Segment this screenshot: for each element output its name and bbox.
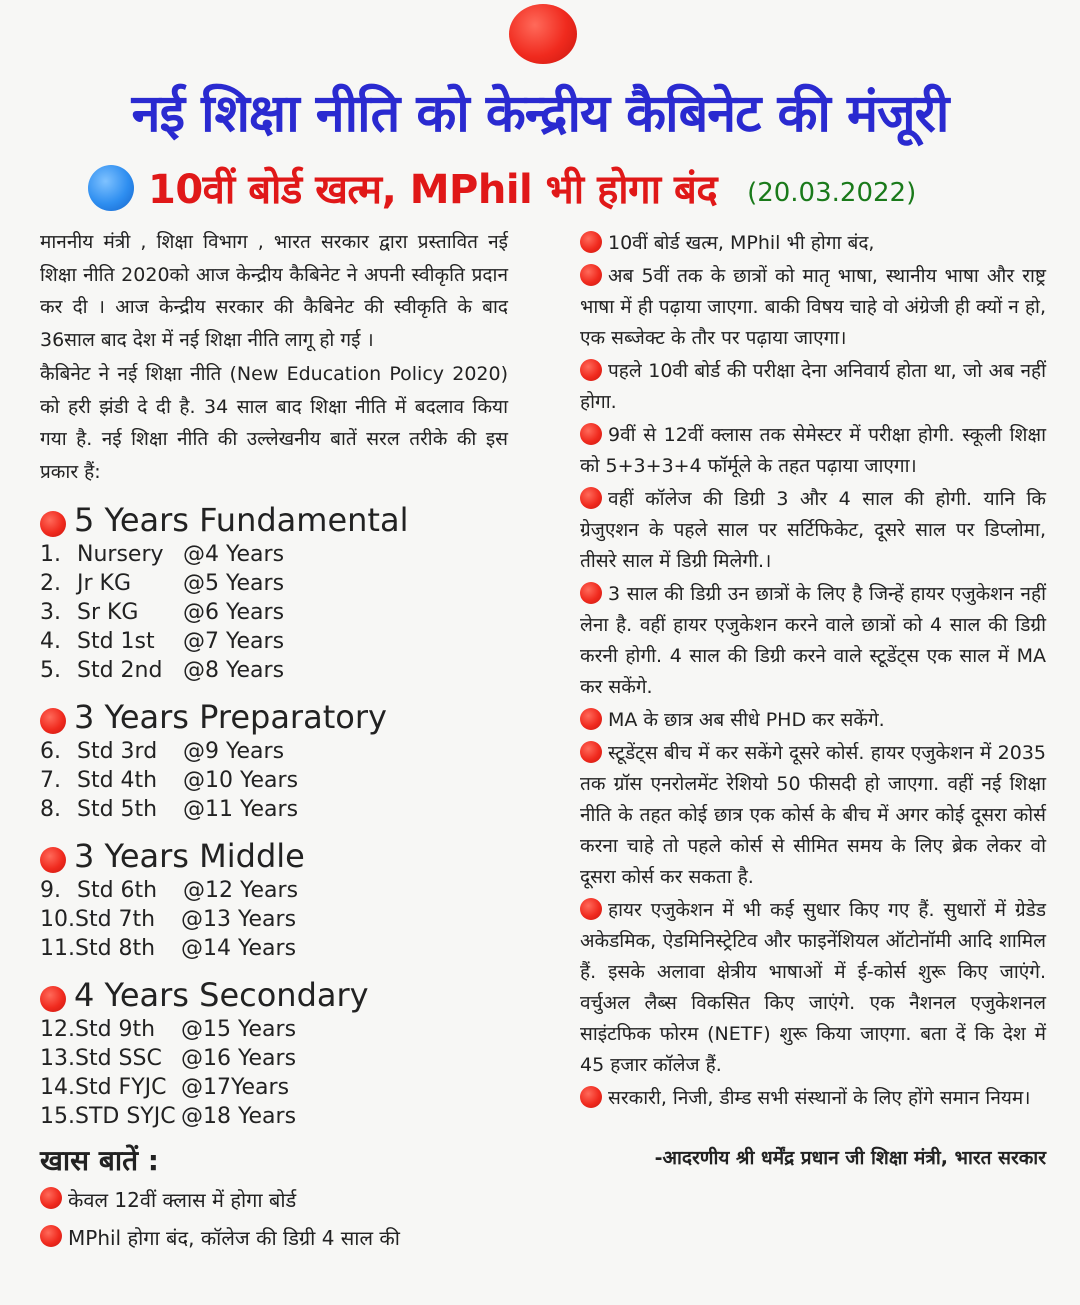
class-age: @16 Years	[181, 1046, 297, 1071]
class-name: Std SSC	[75, 1046, 162, 1071]
red-bullet-icon	[40, 847, 66, 873]
point-text: पहले 10वी बोर्ड की परीक्षा देना अनिवार्य होता था, जो अब नहीं होगा.	[580, 360, 1046, 413]
point-paragraph	[580, 738, 1046, 893]
point-text: 9वीं से 12वीं क्लास तक सेमेस्टर में परीक्षा होगी. स्कूली शिक्षा को 5+3+3+4 फॉर्मूले के तहत पढ़ाया जाएगा।	[580, 424, 1046, 477]
red-bullet-icon	[580, 487, 602, 509]
page-title: नई शिक्षा नीति को केन्द्रीय कैबिनेट की मंजूरी	[131, 84, 949, 144]
red-bullet-icon	[580, 741, 602, 763]
key-points-heading: खास बातें :	[40, 1144, 159, 1177]
list-item	[40, 1044, 508, 1073]
class-list	[40, 737, 508, 824]
point-paragraph	[580, 356, 1046, 418]
list-item	[40, 795, 508, 824]
item-number: 10.	[40, 907, 75, 932]
red-bullet-icon	[580, 423, 602, 445]
item-number: 14.	[40, 1075, 75, 1100]
item-number: 7.	[40, 768, 61, 793]
item-number: 15.	[40, 1104, 75, 1129]
list-item	[40, 656, 508, 685]
item-number: 4.	[40, 629, 61, 654]
item-number: 3.	[40, 600, 61, 625]
class-name: Std 4th	[77, 768, 158, 793]
section-heading	[40, 500, 508, 540]
section-heading-label: 4 Years Secondary	[74, 976, 369, 1014]
class-list	[40, 1015, 508, 1131]
point-text: सरकारी, निजी, डीम्ड सभी संस्थानों के लिए होंगे समान नियम।	[608, 1087, 1031, 1109]
list-item	[40, 598, 508, 627]
red-bullet-icon	[580, 359, 602, 381]
class-name: Nursery	[77, 542, 164, 567]
class-name: Std 9th	[75, 1017, 156, 1042]
item-number: 2.	[40, 571, 61, 596]
list-item	[40, 569, 508, 598]
list-item	[40, 905, 508, 934]
section-heading	[40, 697, 508, 737]
list-item	[40, 1015, 508, 1044]
class-name: Std 3rd	[77, 739, 158, 764]
class-name: Std 6th	[77, 878, 158, 903]
class-age: @13 Years	[181, 907, 297, 932]
point-paragraph	[580, 579, 1046, 703]
section-heading	[40, 836, 508, 876]
item-number: 5.	[40, 658, 61, 683]
item-number: 1.	[40, 542, 61, 567]
red-bullet-icon	[40, 511, 66, 537]
signature: -आदरणीय श्री धर्मेंद्र प्रधान जी शिक्षा मंत्री, भारत सरकार	[654, 1147, 1046, 1169]
class-name: Std 8th	[75, 936, 156, 961]
class-age: @9 Years	[183, 739, 285, 764]
right-column	[580, 228, 1046, 1170]
red-bullet-icon	[40, 708, 66, 734]
class-age: @10 Years	[183, 768, 299, 793]
red-bullet-icon	[580, 708, 602, 730]
point-paragraph	[580, 420, 1046, 482]
class-age: @17Years	[181, 1075, 290, 1100]
red-bullet-icon	[40, 986, 66, 1012]
red-bullet-icon	[580, 231, 602, 253]
red-circle-icon	[509, 4, 577, 64]
point-paragraph	[580, 228, 1046, 259]
red-bullet-icon	[40, 1187, 62, 1209]
blue-circle-icon	[88, 165, 134, 211]
point-paragraph	[580, 705, 1046, 736]
point-text: स्टूडेंट्स बीच में कर सकेंगे दूसरे कोर्स. हायर एजुकेशन में 2035 तक ग्रॉस एनरोलमेंट रेशियो 50 फीसदी हो जाएगा. वहीं नई शिक्षा नीति के तहत कोई छात्र एक कोर्स के बीच में अगर कोई दूसरा कोर्स करना चाहे तो पहले कोर्स से सीमित समय के लिए ब्रेक लेकर वो दूसरा कोर्स कर सकता है.	[580, 742, 1046, 888]
list-item	[40, 766, 508, 795]
item-number: 8.	[40, 797, 61, 822]
intro-paragraph-2: कैबिनेट ने नई शिक्षा नीति (New Education Policy 2020) को हरी झंडी दे दी है. 34 साल बाद शिक्षा नीति में बदलाव किया गया है. नई शिक्षा नीति की उल्लेखनीय बातें सरल तरीके की इस प्रकार हैं:	[40, 363, 508, 483]
point-paragraph	[580, 1083, 1046, 1114]
list-item	[40, 627, 508, 656]
point-text: हायर एजुकेशन में भी कई सुधार किए गए हैं. सुधारों में ग्रेडेड अकेडमिक, ऐडमिनिस्ट्रेटिव और फाइनेंशियल ऑटोनॉमी आदि शामिल हैं. इसके अलावा क्षेत्रीय भाषाओं में ई-कोर्स शुरू किए जाएंगे. वर्चुअल लैब्स विकसित किए जाएंगे. एक नैशनल एजुकेशनल साइंटफिक फोरम (NETF) शुरू किया जाएगा. बता दें कि देश में 45 हजार कॉलेज हैं.	[580, 899, 1046, 1076]
subtitle-row	[88, 160, 916, 215]
key-point	[40, 1181, 508, 1219]
class-name: Std FYJC	[75, 1075, 167, 1100]
class-list	[40, 540, 508, 685]
key-point-text: केवल 12वीं क्लास में होगा बोर्ड	[68, 1188, 297, 1212]
class-age: @15 Years	[181, 1017, 297, 1042]
class-age: @12 Years	[183, 878, 299, 903]
item-number: 9.	[40, 878, 61, 903]
point-paragraph	[580, 261, 1046, 354]
item-number: 13.	[40, 1046, 75, 1071]
class-name: Std 2nd	[77, 658, 163, 683]
class-name: Std 5th	[77, 797, 158, 822]
intro-paragraph-1: माननीय मंत्री , शिक्षा विभाग , भारत सरकार द्वारा प्रस्तावित नई शिक्षा नीति 2020को आज केन्द्रीय कैबिनेट ने अपनी स्वीकृति प्रदान कर दी । आज केन्द्रीय सरकार की कैबिनेट की स्वीकृति के बाद 36साल बाद देश में नई शिक्षा नीति लागू हो गई ।	[40, 231, 508, 351]
section-heading-label: 5 Years Fundamental	[74, 501, 409, 539]
class-name: Std 1st	[77, 629, 155, 654]
class-age: @7 Years	[183, 629, 285, 654]
point-paragraph	[580, 895, 1046, 1081]
point-text: वहीं कॉलेज की डिग्री 3 और 4 साल की होगी. यानि कि ग्रेजुएशन के पहले साल पर सर्टिफिकेट, दूसरे साल पर डिप्लोमा, तीसरे साल में डिग्री मिलेगी.।	[580, 488, 1046, 572]
point-text: MA के छात्र अब सीधे PHD कर सकेंगे.	[608, 709, 885, 731]
class-age: @6 Years	[183, 600, 285, 625]
red-bullet-icon	[580, 582, 602, 604]
class-age: @18 Years	[181, 1104, 297, 1129]
list-item	[40, 876, 508, 905]
class-age: @5 Years	[183, 571, 285, 596]
red-bullet-icon	[40, 1225, 62, 1247]
red-bullet-icon	[580, 1086, 602, 1108]
list-item	[40, 934, 508, 963]
class-age: @14 Years	[181, 936, 297, 961]
item-number: 11.	[40, 936, 75, 961]
section-heading-label: 3 Years Middle	[74, 837, 305, 875]
class-name: Sr KG	[77, 600, 139, 625]
item-number: 12.	[40, 1017, 75, 1042]
list-item	[40, 737, 508, 766]
left-column	[40, 226, 508, 1257]
class-list	[40, 876, 508, 963]
class-name: Jr KG	[77, 571, 132, 596]
subtitle-text: 10वीं बोर्ड खत्म, MPhil भी होगा बंद	[148, 167, 718, 213]
point-text: 10वीं बोर्ड खत्म, MPhil भी होगा बंद,	[608, 232, 875, 254]
list-item	[40, 540, 508, 569]
section-heading-label: 3 Years Preparatory	[74, 698, 387, 736]
item-number: 6.	[40, 739, 61, 764]
red-bullet-icon	[580, 264, 602, 286]
date-label: (20.03.2022)	[747, 177, 917, 208]
point-text: अब 5वीं तक के छात्रों को मातृ भाषा, स्थानीय भाषा और राष्ट्र भाषा में ही पढ़ाया जाएगा. बाकी विषय चाहे वो अंग्रेजी ही क्यों न हो, एक सब्जेक्ट के तौर पर पढ़ाया जाएगा।	[580, 265, 1046, 349]
list-item	[40, 1073, 508, 1102]
point-text: 3 साल की डिग्री उन छात्रों के लिए है जिन्हें हायर एजुकेशन नहीं लेना है. वहीं हायर एजुकेशन करने वाले छात्रों को 4 साल की डिग्री करनी होगी. 4 साल की डिग्री करने वाले स्टूडेंट्स एक साल में MA कर सकेंगे.	[580, 583, 1046, 698]
key-point	[40, 1219, 508, 1257]
point-paragraph	[580, 484, 1046, 577]
class-name: STD SYJC	[75, 1104, 176, 1129]
key-point-text: MPhil होगा बंद, कॉलेज की डिग्री 4 साल की	[68, 1226, 400, 1250]
class-age: @8 Years	[183, 658, 285, 683]
class-age: @11 Years	[183, 797, 299, 822]
class-age: @4 Years	[183, 542, 285, 567]
class-name: Std 7th	[75, 907, 156, 932]
list-item	[40, 1102, 508, 1131]
section-heading	[40, 975, 508, 1015]
red-bullet-icon	[580, 898, 602, 920]
